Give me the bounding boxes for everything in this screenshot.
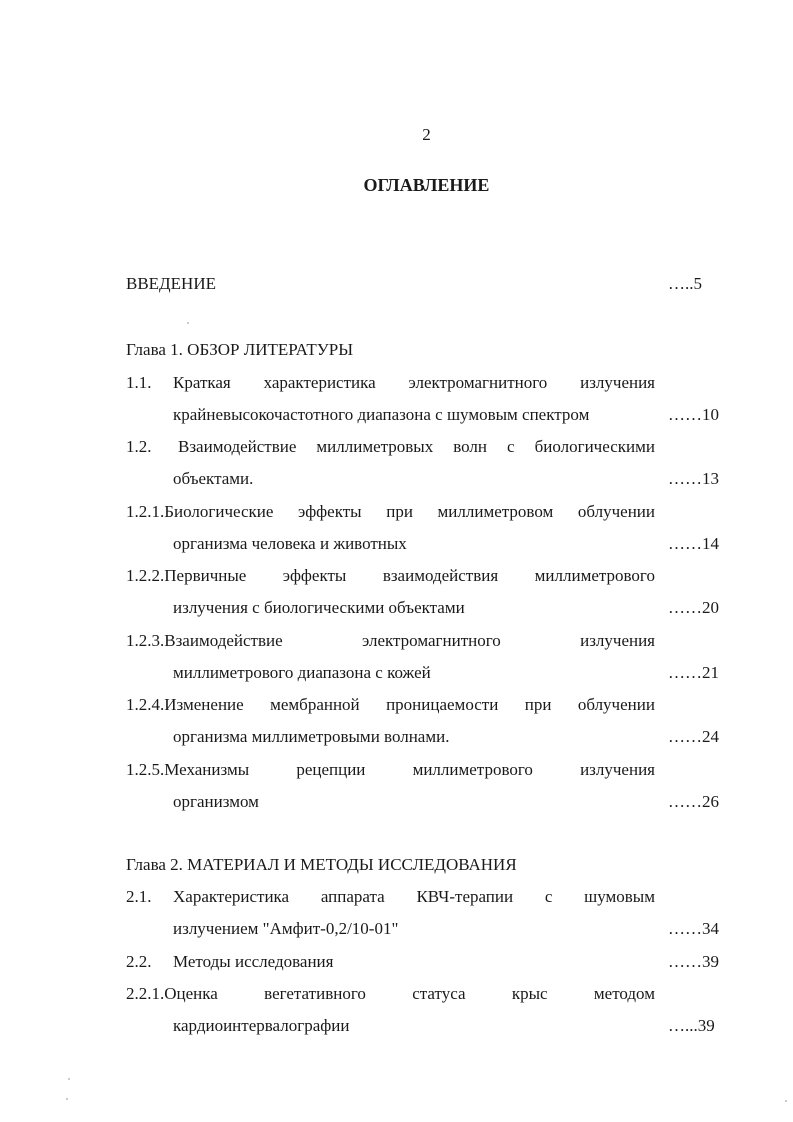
- toc-entry-1-2-2-line1: [126, 566, 655, 586]
- toc-entry-1-2-4-line2: организма миллиметровыми волнами.: [173, 727, 450, 746]
- toc-word: методом: [593, 984, 655, 1003]
- scan-speck: [66, 1098, 68, 1100]
- toc-intro-page: …..5: [668, 274, 702, 293]
- toc-word: характеристика: [263, 373, 376, 392]
- toc-word: облучении: [577, 502, 655, 521]
- toc-word: с: [507, 437, 515, 456]
- toc-word: электромагнитного: [361, 631, 501, 650]
- toc-entry-1-1-line1: [173, 373, 655, 393]
- toc-word: взаимодействия: [382, 566, 499, 585]
- toc-word: шумовым: [584, 887, 655, 906]
- toc-word: с: [544, 887, 553, 906]
- toc-word: миллиметрового: [534, 566, 655, 585]
- scan-speck: [187, 322, 189, 324]
- chapter-1-heading: Глава 1. ОБЗОР ЛИТЕРАТУРЫ: [126, 340, 354, 359]
- toc-entry-2-2-1-line1: [126, 984, 655, 1004]
- toc-word: миллиметровых: [316, 437, 434, 456]
- toc-word: 1.2.4.Изменение: [126, 695, 244, 714]
- toc-word: 1.2.5.Механизмы: [126, 760, 250, 779]
- toc-word: статуса: [412, 984, 466, 1003]
- toc-entry-2-2-1-page: …...39: [668, 1016, 715, 1035]
- toc-word: облучении: [577, 695, 655, 714]
- toc-entry-2-1-number: 2.1.: [126, 887, 152, 906]
- toc-entry-1-2-2-line2: излучения с биологическими объектами: [173, 598, 465, 617]
- toc-entry-1-1-page: ……10: [668, 405, 719, 424]
- toc-entry-1-2-4-page: ……24: [668, 727, 719, 746]
- toc-word: проницаемости: [386, 695, 499, 714]
- toc-entry-1-2-number: 1.2.: [126, 437, 152, 456]
- toc-word: миллиметрового: [412, 760, 533, 779]
- toc-entry-1-2-1-page: ……14: [668, 534, 719, 553]
- toc-entry-1-2-5-line1: [126, 760, 655, 780]
- toc-entry-1-2-3-line2: миллиметрового диапазона с кожей: [173, 663, 431, 682]
- toc-entry-1-2-4-line1: [126, 695, 655, 715]
- page-number: 2: [422, 125, 431, 144]
- toc-word: эффекты: [298, 502, 362, 521]
- toc-word: излучения: [580, 373, 655, 392]
- toc-word: электромагнитного: [408, 373, 548, 392]
- toc-word: волн: [453, 437, 488, 456]
- toc-word: эффекты: [282, 566, 347, 585]
- toc-entry-2-1-line2: излучением "Амфит-0,2/10-01": [173, 919, 399, 938]
- toc-word: рецепции: [296, 760, 366, 779]
- toc-word: при: [524, 695, 552, 714]
- toc-word: 1.2.1.Биологические: [126, 502, 274, 521]
- toc-word: 1.2.2.Первичные: [126, 566, 247, 585]
- toc-entry-2-2-1-line2: кардиоинтервалографии: [173, 1016, 350, 1035]
- toc-entry-1-2-line2: объектами.: [173, 469, 254, 488]
- toc-intro-label: ВВЕДЕНИЕ: [126, 274, 216, 293]
- scan-speck: [785, 1100, 787, 1102]
- toc-entry-1-2-3-line1: [126, 631, 655, 651]
- toc-entry-2-2-number: 2.2.: [126, 952, 152, 971]
- page-title: ОГЛАВЛЕНИЕ: [363, 175, 490, 195]
- toc-entry-1-2-1-line1: [126, 502, 655, 522]
- toc-entry-2-2-label: Методы исследования: [173, 952, 334, 971]
- toc-entry-1-2-5-line2: организмом: [173, 792, 259, 811]
- toc-word: КВЧ-терапии: [416, 887, 514, 906]
- chapter-2-heading: Глава 2. МАТЕРИАЛ И МЕТОДЫ ИССЛЕДОВАНИЯ: [126, 855, 517, 874]
- toc-word: Характеристика: [173, 887, 290, 906]
- toc-entry-1-2-2-page: ……20: [668, 598, 719, 617]
- toc-word: излучения: [580, 631, 655, 650]
- toc-entry-1-2-1-line2: организма человека и животных: [173, 534, 407, 553]
- toc-word: Взаимодействие: [178, 437, 297, 456]
- toc-word: при: [386, 502, 413, 521]
- toc-word: биологическими: [534, 437, 655, 456]
- scan-speck: [68, 1078, 70, 1080]
- toc-entry-2-1-line1: [173, 887, 655, 907]
- toc-entry-1-2-5-page: ……26: [668, 792, 719, 811]
- toc-word: 2.2.1.Оценка: [126, 984, 218, 1003]
- toc-entry-1-1-number: 1.1.: [126, 373, 152, 392]
- toc-word: аппарата: [320, 887, 385, 906]
- toc-word: Краткая: [173, 373, 231, 392]
- toc-entry-2-1-page: ……34: [668, 919, 719, 938]
- toc-entry-1-2-page: ……13: [668, 469, 719, 488]
- toc-word: вегетативного: [264, 984, 366, 1003]
- toc-entry-1-1-line2: крайневысокочастотного диапазона с шумовым спектром: [173, 405, 590, 424]
- toc-entry-2-2-page: ……39: [668, 952, 719, 971]
- toc-word: излучения: [580, 760, 655, 779]
- toc-word: 1.2.3.Взаимодействие: [126, 631, 283, 650]
- toc-entry-1-2-line1: [178, 437, 655, 457]
- toc-word: крыс: [511, 984, 548, 1003]
- toc-word: миллиметровом: [437, 502, 554, 521]
- toc-word: мембранной: [270, 695, 360, 714]
- toc-entry-1-2-3-page: ……21: [668, 663, 719, 682]
